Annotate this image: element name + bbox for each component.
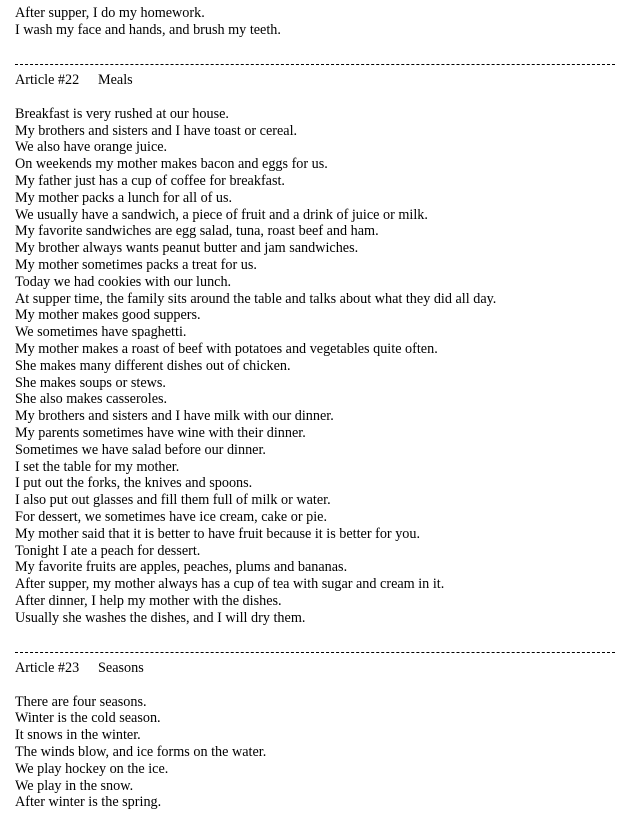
text-line: We play hockey on the ice. [15, 760, 169, 777]
text-line: After supper, my mother always has a cup of tea with sugar and cream in it. [15, 576, 445, 593]
text-line: My mother sometimes packs a treat for us. [15, 256, 257, 273]
article-body [15, 694, 615, 812]
text-line: I put out the forks, the knives and spoons. [15, 475, 253, 492]
text-line: My brothers and sisters and I have milk with our dinner. [15, 408, 334, 425]
text-line: My favorite sandwiches are egg salad, tuna, roast beef and ham. [15, 223, 379, 240]
text-line: My father just has a cup of coffee for breakfast. [15, 172, 285, 189]
dashed-divider [15, 643, 615, 660]
article-heading [15, 72, 615, 89]
article-title: Seasons [98, 660, 144, 677]
text-line: We also have orange juice. [15, 139, 168, 156]
article-heading [15, 660, 615, 677]
text-line: We play in the snow. [15, 777, 134, 794]
text-line: It snows in the winter. [15, 727, 141, 744]
text-line: On weekends my mother makes bacon and eggs for us. [15, 156, 328, 173]
spacer [15, 626, 615, 643]
text-line: She makes soups or stews. [15, 374, 166, 391]
text-line: Usually she washes the dishes, and I will dry them. [15, 609, 306, 626]
text-line: My parents sometimes have wine with their dinner. [15, 424, 306, 441]
text-line: There are four seasons. [15, 693, 147, 710]
text-line: After supper, I do my homework. [15, 5, 205, 21]
document-page [15, 5, 615, 811]
text-line: Winter is the cold season. [15, 710, 161, 727]
spacer [15, 89, 615, 106]
text-line: My mother packs a lunch for all of us. [15, 189, 233, 206]
text-line: We sometimes have spaghetti. [15, 324, 187, 341]
spacer [15, 39, 615, 56]
spacer [15, 677, 615, 694]
text-line: Sometimes we have salad before our dinner. [15, 441, 266, 458]
article-22 [15, 72, 615, 626]
text-line: Tonight I ate a peach for dessert. [15, 542, 201, 559]
article-body [15, 106, 615, 627]
text-line: My favorite fruits are apples, peaches, plums and bananas. [15, 559, 348, 576]
text-line: After dinner, I help my mother with the dishes. [15, 592, 282, 609]
text-line: My mother makes a roast of beef with potatoes and vegetables quite often. [15, 340, 438, 357]
text-line: I also put out glasses and fill them full of milk or water. [15, 492, 331, 509]
text-line: My mother said that it is better to have fruit because it is better for you. [15, 525, 421, 542]
text-line: My brothers and sisters and I have toast or cereal. [15, 122, 298, 139]
text-line: She makes many different dishes out of chicken. [15, 357, 291, 374]
dashed-divider [15, 55, 615, 72]
text-line: We usually have a sandwich, a piece of fruit and a drink of juice or milk. [15, 206, 428, 223]
text-line: I wash my face and hands, and brush my teeth. [15, 21, 281, 38]
text-line: After winter is the spring. [15, 794, 162, 811]
text-line: For dessert, we sometimes have ice cream, cake or pie. [15, 508, 328, 525]
text-line: At supper time, the family sits around the table and talks about what they did all day. [15, 290, 497, 307]
text-line: Today we had cookies with our lunch. [15, 273, 232, 290]
text-line: My brother always wants peanut butter and jam sandwiches. [15, 240, 359, 257]
article-23 [15, 660, 615, 811]
article-number: Article #22 [15, 72, 80, 89]
text-line: She also makes casseroles. [15, 391, 168, 408]
intro-section [15, 5, 615, 39]
article-title: Meals [98, 72, 133, 89]
article-number: Article #23 [15, 660, 80, 677]
text-line: I set the table for my mother. [15, 458, 180, 475]
text-line: My mother makes good suppers. [15, 307, 201, 324]
text-line: The winds blow, and ice forms on the water. [15, 744, 267, 761]
text-line: Breakfast is very rushed at our house. [15, 105, 229, 122]
